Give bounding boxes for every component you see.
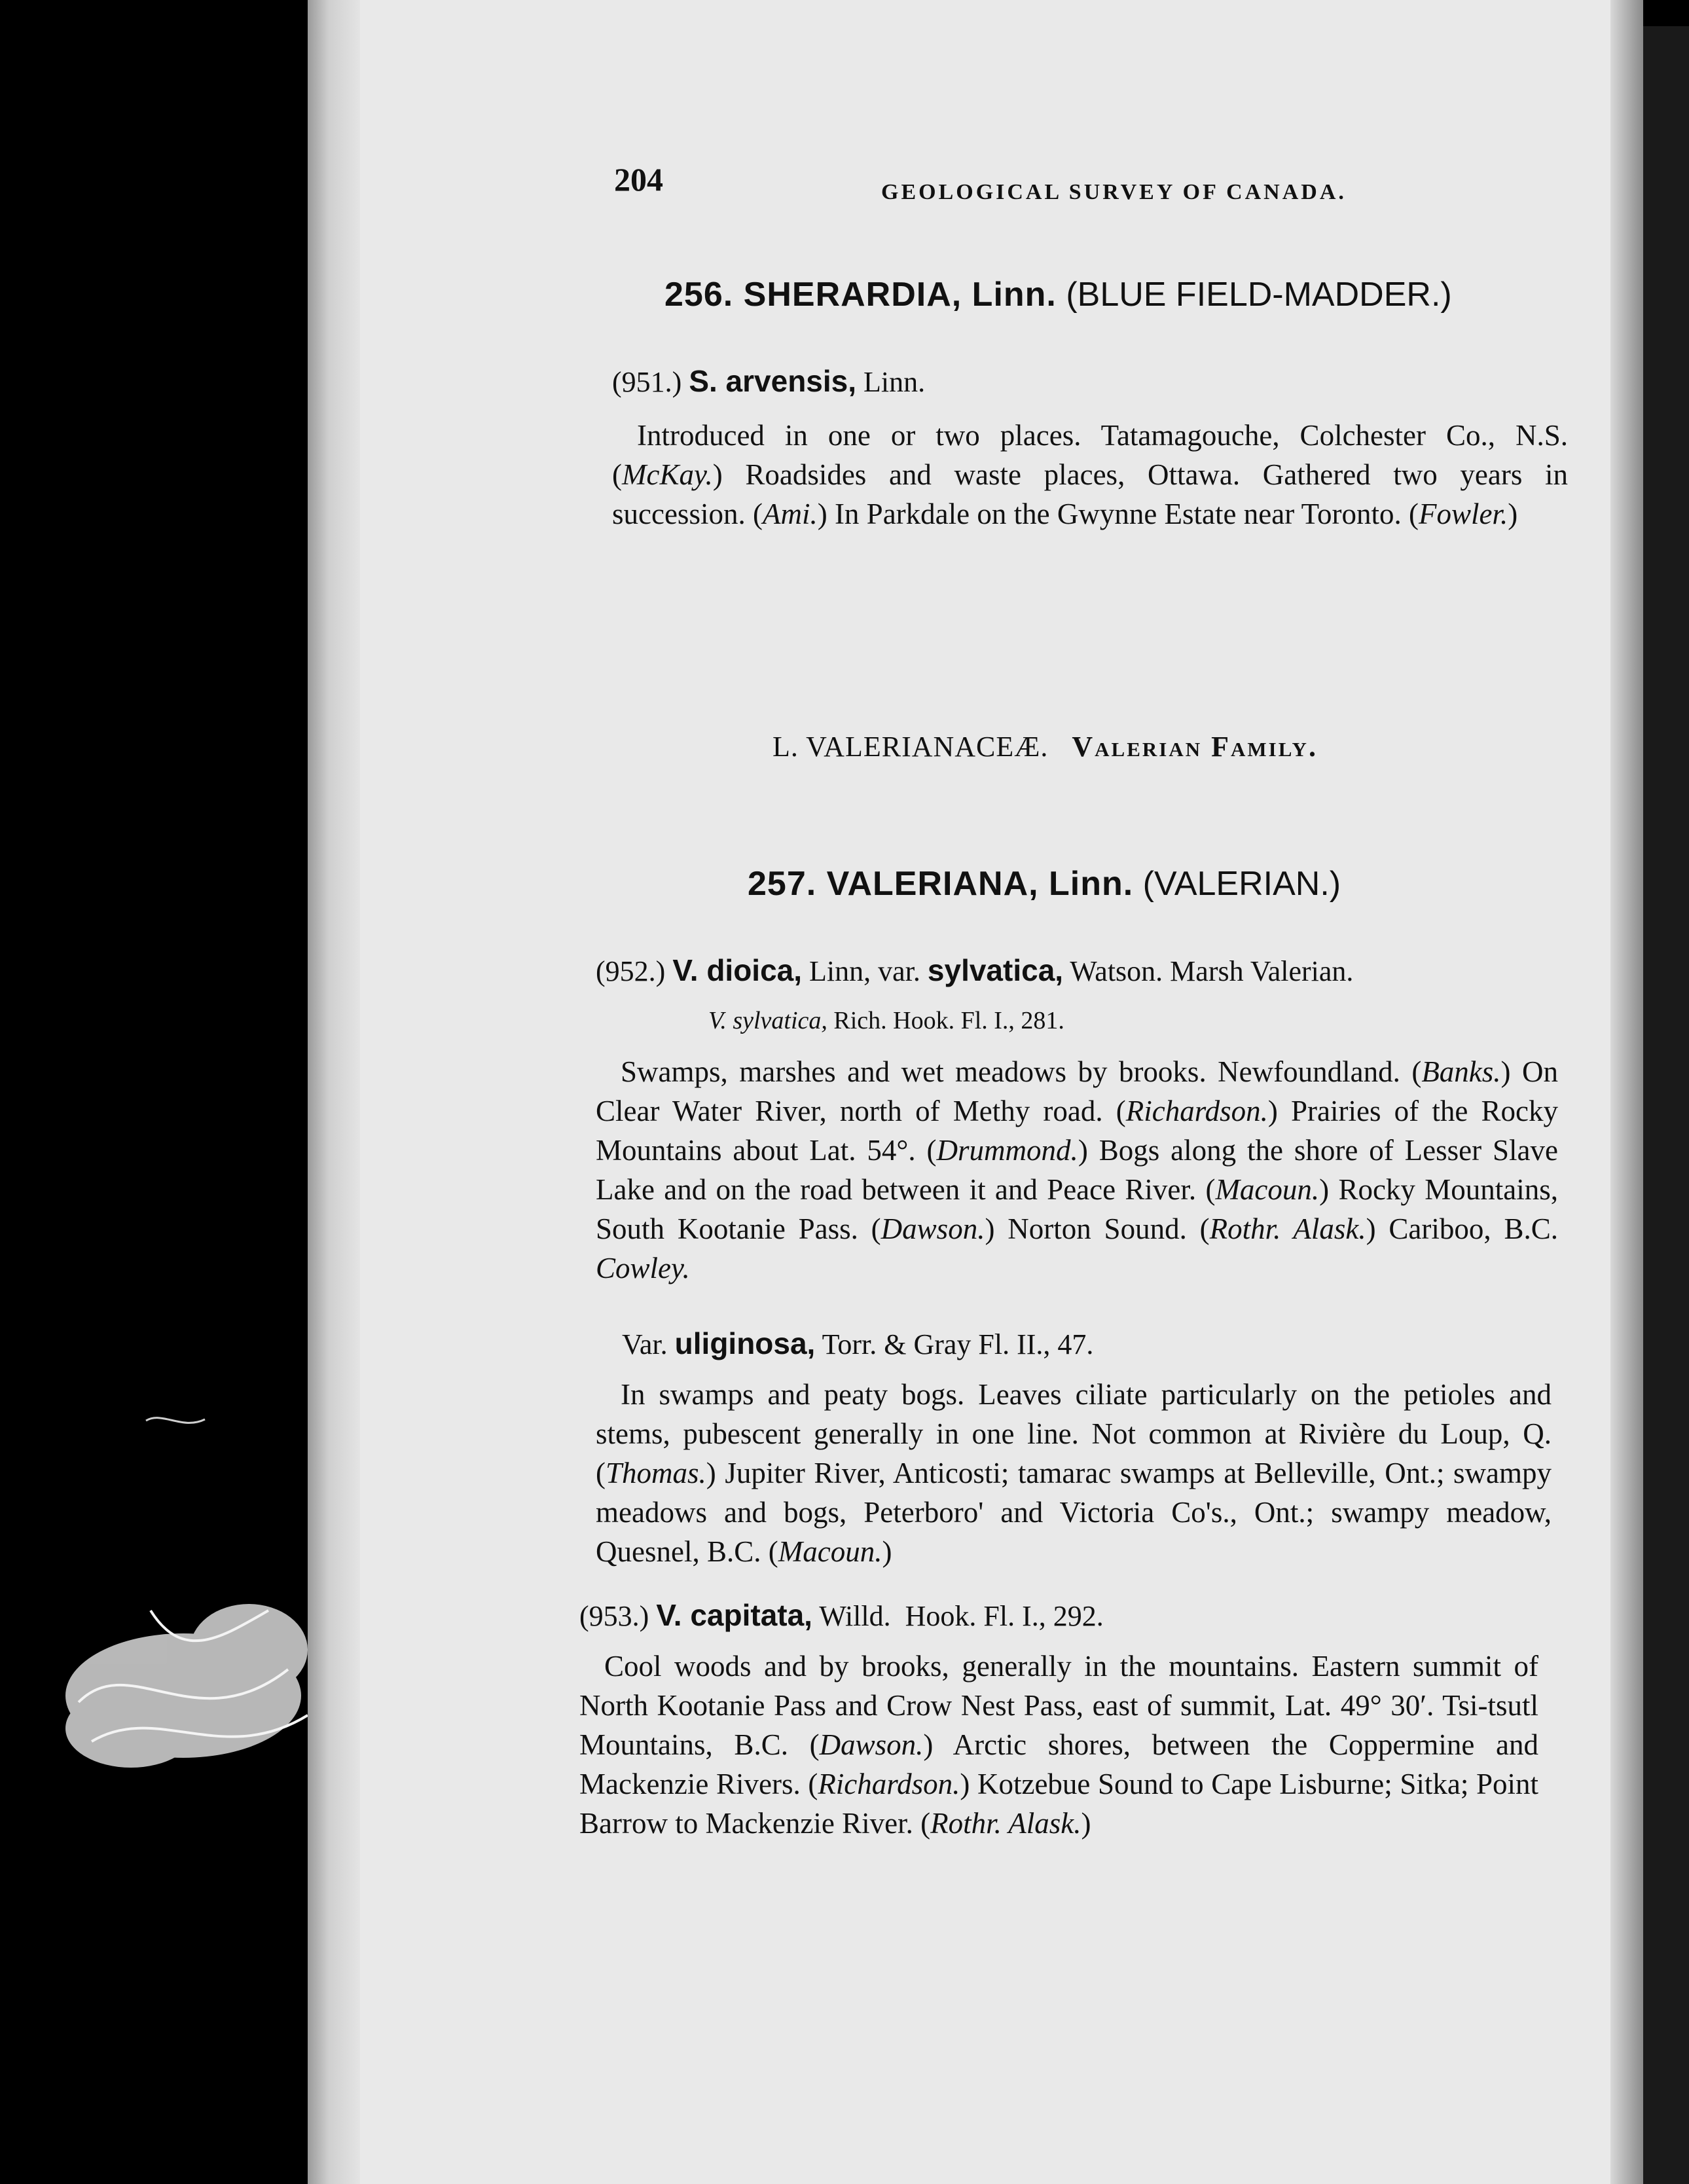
species-reference: Hook. Fl. I., 292. — [905, 1600, 1104, 1632]
text-run: ) — [1081, 1807, 1091, 1840]
text-run: ) Roadsides and waste places, Ottawa. Gathered two years in succession. ( — [612, 458, 1568, 530]
text-run: ) Kotzebue Sound to Cape Lisburne; Sitka; Point Barrow to Mackenzie River. ( — [579, 1768, 1538, 1840]
species-951-description — [612, 416, 1568, 534]
species-name: V. dioica, — [672, 953, 803, 987]
collector-name: Richardson. — [818, 1768, 960, 1800]
collector-name: Cowley. — [596, 1252, 690, 1284]
text-run: ) — [1508, 498, 1518, 530]
variety-name: sylvatica, — [927, 953, 1064, 987]
species-authority: Linn. — [863, 366, 926, 398]
text-run: ) Arctic shores, between the Coppermine and Mackenzie Rivers. ( — [579, 1728, 1538, 1800]
text-run: ) Bogs along the shore of Lesser Slave Lake and on the road between it and Peace River. ( — [596, 1134, 1558, 1206]
species-name: V. capitata, — [656, 1598, 812, 1632]
text-run: ) Cariboo, B.C. — [1366, 1212, 1558, 1245]
collector-name: Dawson. — [881, 1212, 985, 1245]
species-entry-952 — [596, 953, 1353, 988]
collector-name: Macoun. — [1215, 1173, 1320, 1206]
collector-name: Rothr. Alask. — [1209, 1212, 1366, 1245]
family-heading — [772, 730, 1318, 763]
family-common-name: Valerian Family. — [1072, 731, 1318, 763]
genus-common-name: (BLUE FIELD-MADDER.) — [1066, 276, 1452, 314]
species-entry-953 — [579, 1597, 1104, 1633]
variety-uliginosa-description — [596, 1375, 1552, 1571]
book-spine-shadow — [1643, 26, 1689, 2184]
genus-name: 257. VALERIANA, Linn. — [748, 865, 1134, 903]
species-name: S. arvensis, — [689, 364, 857, 398]
collector-name: Richardson. — [1125, 1095, 1268, 1127]
page-content — [308, 0, 1643, 2184]
paper-fiber — [143, 1408, 208, 1434]
family-name: L. VALERIANACEÆ. — [772, 731, 1049, 763]
species-number: (952.) — [596, 955, 666, 987]
synonym-line — [708, 1006, 1064, 1035]
text-run: ) Norton Sound. ( — [985, 1212, 1210, 1245]
page-number: 204 — [614, 161, 663, 198]
text-run: ) In Parkdale on the Gwynne Estate near Toronto. ( — [817, 498, 1419, 530]
genus-heading-257 — [748, 864, 1341, 903]
species-authority: Linn, var. — [809, 955, 920, 987]
genus-common-name: (VALERIAN.) — [1142, 865, 1341, 903]
variety-prefix: Var. — [622, 1328, 668, 1360]
collector-name: Macoun. — [778, 1535, 882, 1568]
text-run: Cool woods and by brooks, generally in the mountains. Eastern summit of North Kootanie Pass and Crow Nest Pass, east of summit, Lat. 49° 30′. Tsi-tsutl Mountains, B.C. ( — [579, 1650, 1538, 1761]
collector-name: Fowler. — [1418, 498, 1508, 530]
collector-name: Rothr. Alask. — [930, 1807, 1081, 1840]
variety-name: uliginosa, — [674, 1326, 816, 1360]
book-page — [308, 0, 1643, 2184]
text-run: ) On Clear Water River, north of Methy road. ( — [596, 1055, 1559, 1127]
collector-name: Thomas. — [606, 1457, 706, 1489]
collector-name: Ami. — [762, 498, 818, 530]
collector-name: McKay. — [622, 458, 713, 491]
species-number: (951.) — [612, 366, 682, 398]
species-952-description — [596, 1052, 1558, 1288]
species-953-description — [579, 1647, 1538, 1843]
running-head: GEOLOGICAL SURVEY OF CANADA. — [881, 180, 1347, 204]
paper-debris — [52, 1571, 327, 1794]
species-authority: Willd. — [819, 1600, 891, 1632]
synonym-reference: Rich. Hook. Fl. I., 281. — [833, 1007, 1064, 1034]
collector-name: Banks. — [1421, 1055, 1501, 1088]
text-run: ) Jupiter River, Anticosti; tamarac swamps at Belleville, Ont.; swampy meadows and bogs, Peterboro' and Victoria Co's., Ont.; swampy meadow, Quesnel, B.C. ( — [596, 1457, 1552, 1568]
collector-name: Dawson. — [819, 1728, 924, 1761]
synonym-name: V. sylvatica, — [708, 1007, 827, 1034]
species-entry-951 — [612, 363, 925, 399]
text-run: ) Prairies of the Rocky Mountains about Lat. 54°. ( — [596, 1095, 1558, 1167]
text-run: Introduced in one or two places. Tatamagouche, Colchester Co., N.S. ( — [612, 419, 1568, 491]
text-run: ) Rocky Mountains, South Kootanie Pass. ( — [596, 1173, 1558, 1245]
text-run: ) — [882, 1535, 892, 1568]
genus-heading-256 — [664, 275, 1452, 314]
variety-entry-uliginosa — [622, 1326, 1093, 1361]
species-number: (953.) — [579, 1600, 649, 1632]
collector-name: Drummond. — [936, 1134, 1078, 1167]
species-tail: Watson. Marsh Valerian. — [1070, 955, 1354, 987]
genus-name: 256. SHERARDIA, Linn. — [664, 276, 1057, 314]
text-run: In swamps and peaty bogs. Leaves ciliate particularly on the petioles and stems, pubescent generally in one line. Not common at Rivière du Loup, Q. ( — [596, 1378, 1552, 1489]
text-run: Swamps, marshes and wet meadows by brooks. Newfoundland. ( — [621, 1055, 1422, 1088]
variety-reference: Torr. & Gray Fl. II., 47. — [822, 1328, 1094, 1360]
